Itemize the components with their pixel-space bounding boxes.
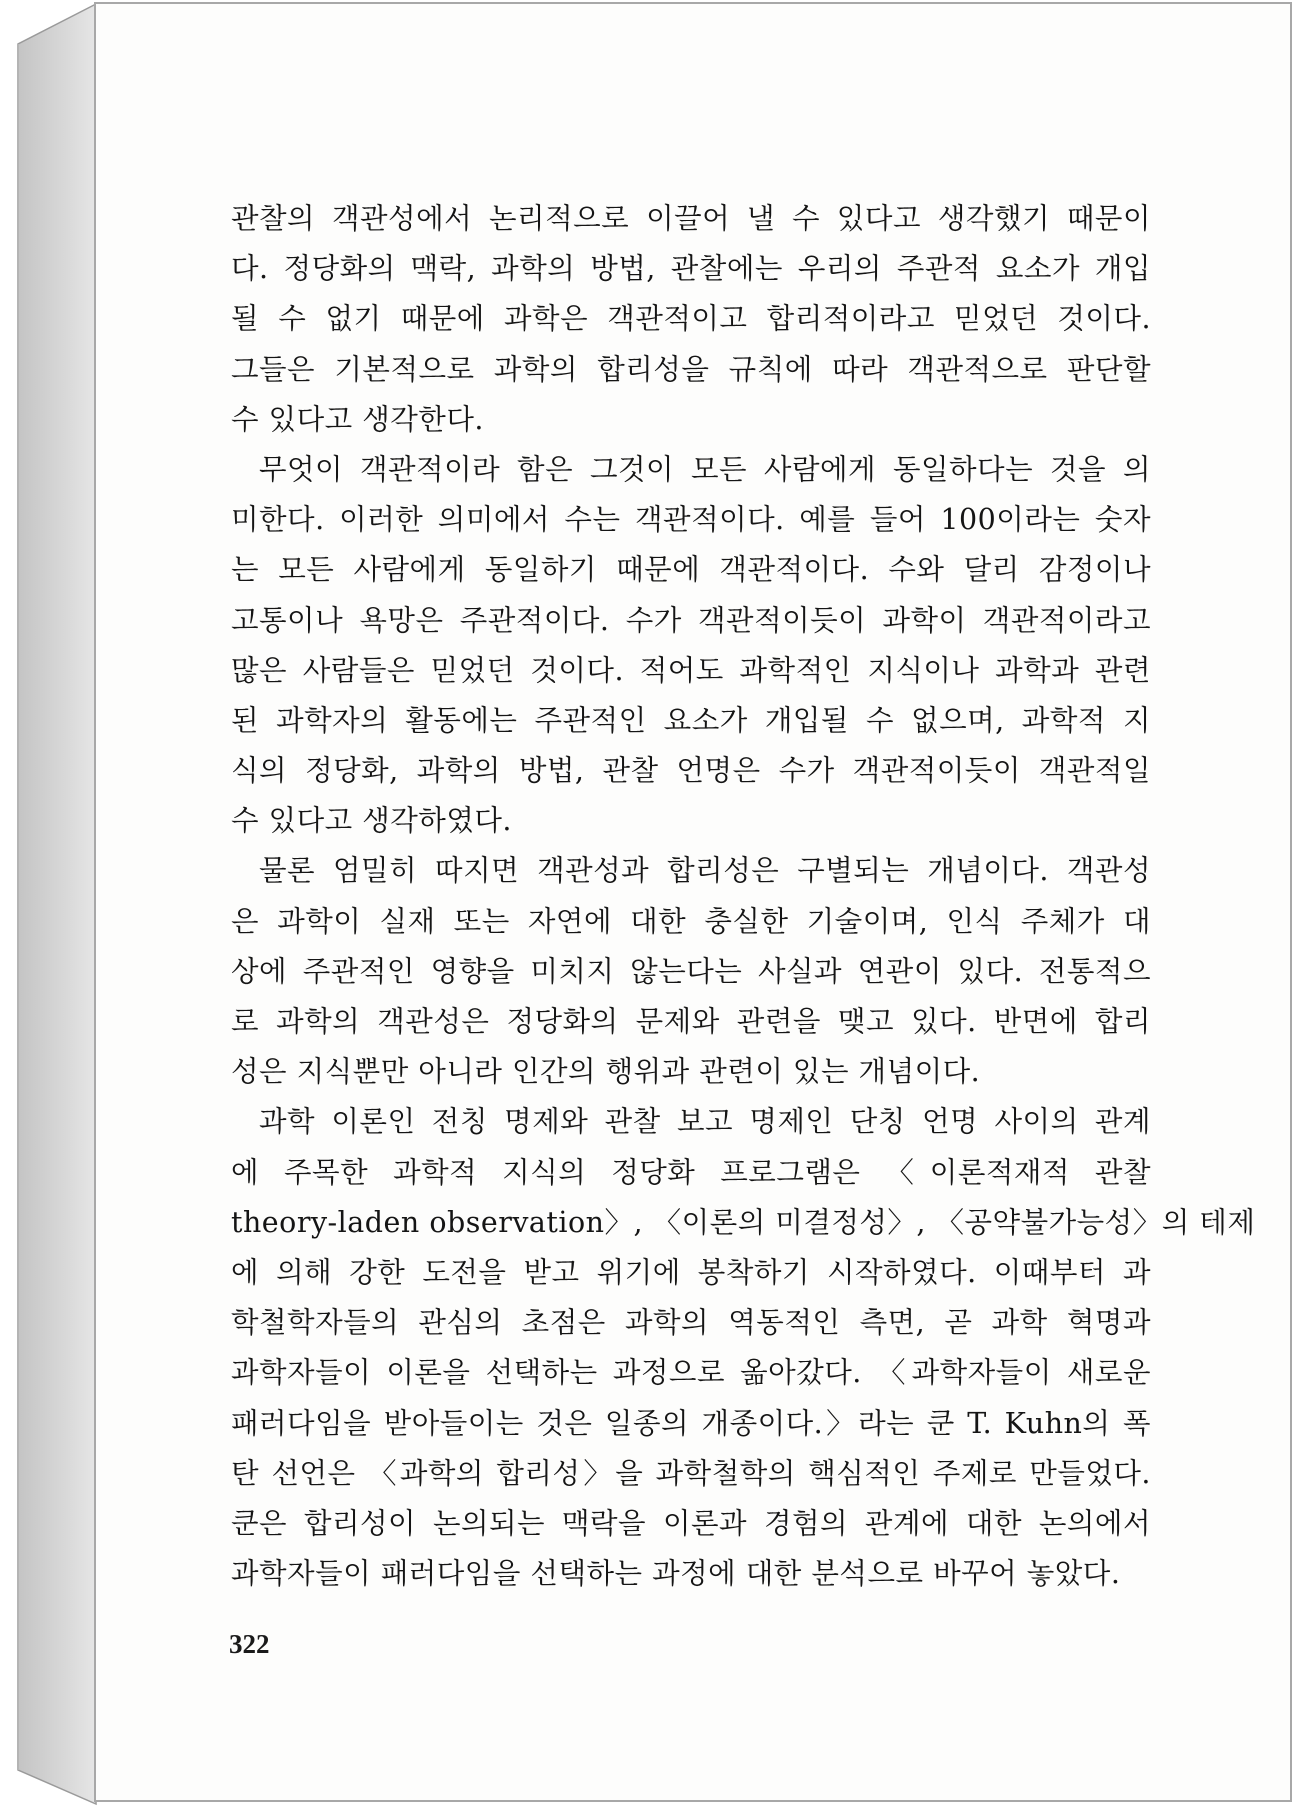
text-line: 미한다. 이러한 의미에서 수는 객관적이다. 예를 들어 100이라는 숫자: [231, 503, 1151, 537]
text-line: 수 있다고 생각한다.: [231, 402, 484, 436]
text-line: 다. 정당화의 맥락, 과학의 방법, 관찰에는 우리의 주관적 요소가 개입: [231, 252, 1151, 286]
text-line: 은 과학이 실재 또는 자연에 대한 충실한 기술이며, 인식 주체가 대: [231, 904, 1151, 938]
text-line: 그들은 기본적으로 과학의 합리성을 규칙에 따라 객관적으로 판단할: [231, 352, 1151, 386]
paragraph: [231, 194, 1151, 445]
text-line: 무엇이 객관적이라 함은 그것이 모든 사람에게 동일하다는 것을 의: [259, 452, 1151, 486]
text-line: 는 모든 사람에게 동일하기 때문에 객관적이다. 수와 달리 감정이나: [231, 553, 1151, 587]
book-page: [94, 2, 1292, 1802]
text-line: 탄 선언은 〈과학의 합리성〉을 과학철학의 핵심적인 주제로 만들었다.: [231, 1456, 1151, 1490]
text-line: 관찰의 객관성에서 논리적으로 이끌어 낼 수 있다고 생각했기 때문이: [231, 202, 1151, 235]
paragraph: [231, 846, 1151, 1097]
text-line: 학철학자들의 관심의 초점은 과학의 역동적인 측면, 곧 과학 혁명과: [231, 1306, 1151, 1340]
text-line: 에 주목한 과학적 지식의 정당화 프로그램은 〈이론적재적 관찰: [231, 1155, 1151, 1189]
paragraph: [231, 1097, 1256, 1599]
text-line: 수 있다고 생각하였다.: [231, 804, 512, 838]
page-number: 322: [229, 1629, 270, 1659]
text-line: 상에 주관적인 영향을 미치지 않는다는 사실과 연관이 있다. 전통적으: [231, 954, 1151, 988]
text-line: 물론 엄밀히 따지면 객관성과 합리성은 구별되는 개념이다. 객관성: [259, 854, 1151, 888]
text-line: 패러다임을 받아들이는 것은 일종의 개종이다.〉라는 쿤 T. Kuhn의 폭: [231, 1406, 1151, 1440]
text-line: 과학자들이 패러다임을 선택하는 과정에 대한 분석으로 바꾸어 놓았다.: [231, 1557, 1121, 1591]
text-line: 에 의해 강한 도전을 받고 위기에 봉착하기 시작하였다. 이때부터 과: [231, 1255, 1151, 1289]
text-line: 많은 사람들은 믿었던 것이다. 적어도 과학적인 지식이나 과학과 관련: [231, 653, 1151, 687]
text-line: 고통이나 욕망은 주관적이다. 수가 객관적이듯이 과학이 객관적이라고: [231, 603, 1151, 637]
text-line: 된 과학자의 활동에는 주관적인 요소가 개입될 수 없으며, 과학적 지: [231, 703, 1151, 737]
text-line: 될 수 없기 때문에 과학은 객관적이고 합리적이라고 믿었던 것이다.: [231, 302, 1151, 336]
text-line: 과학자들이 이론을 선택하는 과정으로 옮아갔다. 〈과학자들이 새로운: [231, 1356, 1151, 1390]
text-line: 성은 지식뿐만 아니라 인간의 행위과 관련이 있는 개념이다.: [231, 1055, 981, 1089]
text-line: theory-laden observation〉, 〈이론의 미결정성〉, 〈공약불가능성〉의 테제: [231, 1205, 1256, 1239]
text-line: 쿤은 합리성이 논의되는 맥락을 이론과 경험의 관계에 대한 논의에서: [231, 1506, 1151, 1540]
body-text: [231, 194, 1256, 1599]
text-line: 과학 이론인 전칭 명제와 관찰 보고 명제인 단칭 언명 사이의 관계: [259, 1105, 1151, 1139]
text-line: 식의 정당화, 과학의 방법, 관찰 언명은 수가 객관적이듯이 객관적일: [231, 754, 1151, 788]
paragraph: [231, 445, 1151, 847]
text-line: 로 과학의 객관성은 정당화의 문제와 관련을 맺고 있다. 반면에 합리: [231, 1005, 1151, 1038]
